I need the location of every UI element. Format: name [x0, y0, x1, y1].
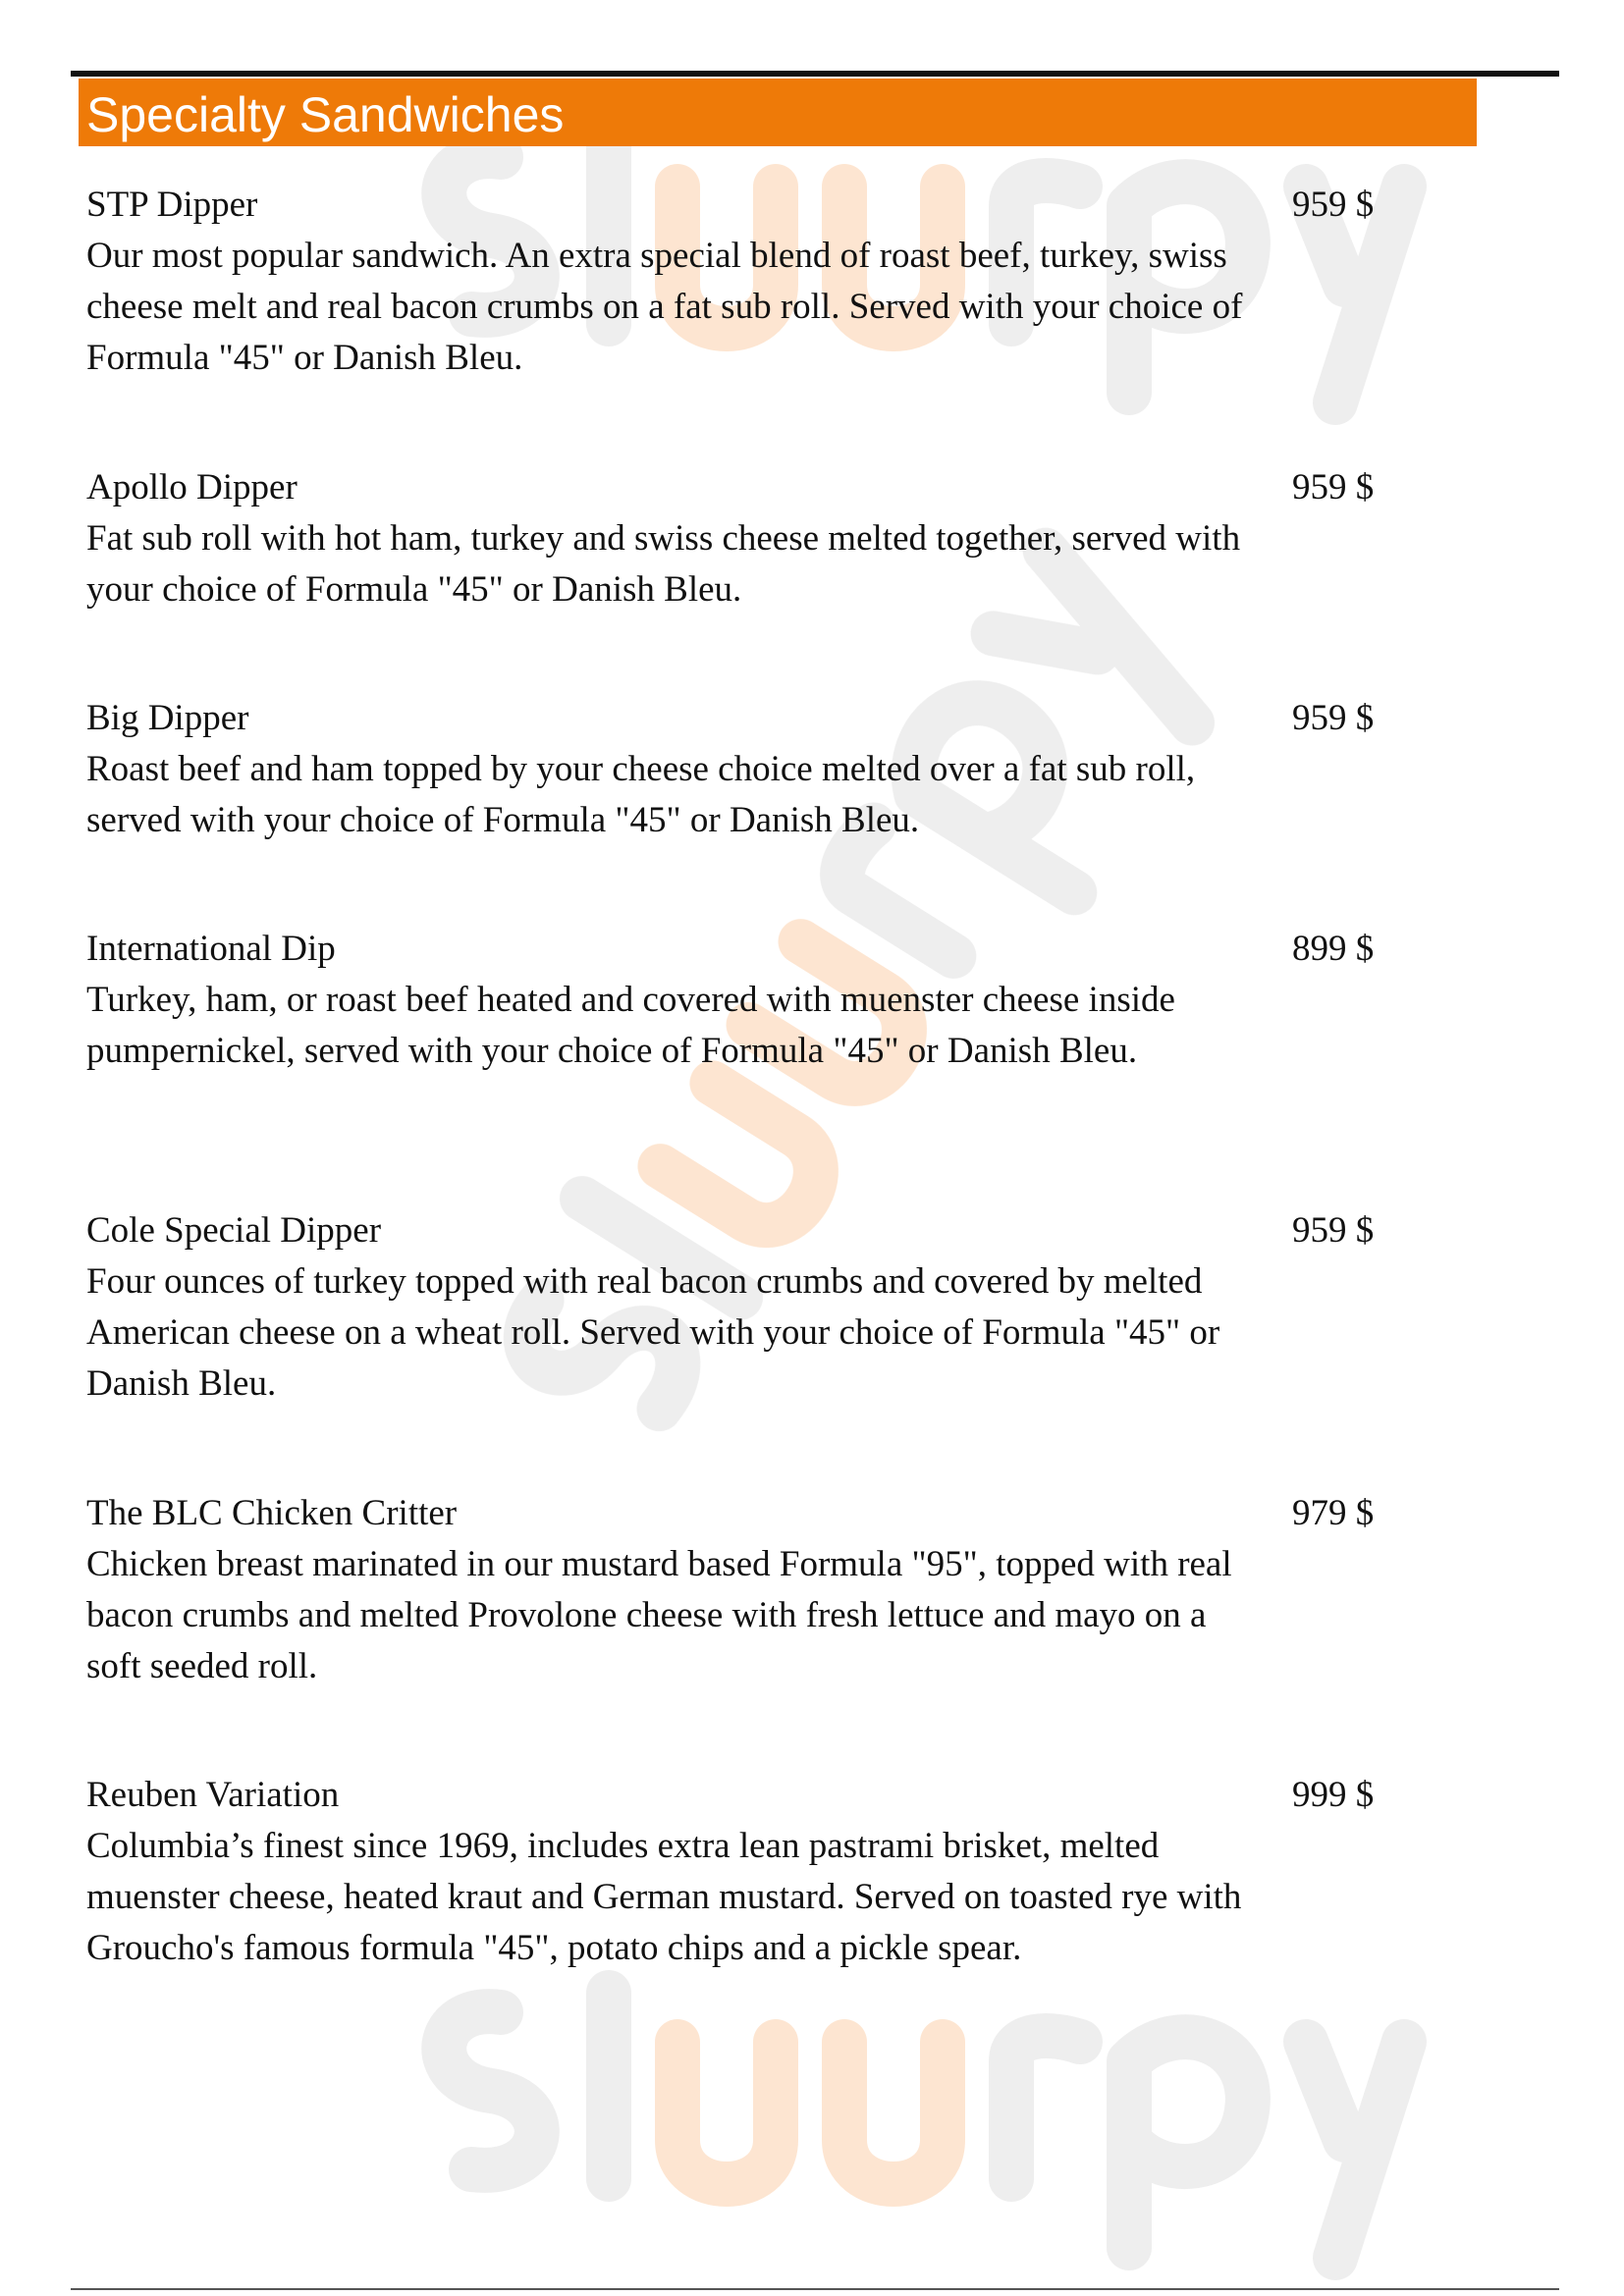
- menu-item-description: Roast beef and ham topped by your cheese choice melted over a fat sub roll, served with your choice of Formula "45" or Danish Bleu.: [86, 749, 1196, 840]
- menu-item-name: Apollo Dipper: [86, 467, 298, 507]
- menu-item: [86, 462, 1402, 615]
- section-header: [79, 79, 1477, 146]
- menu-item: [86, 1488, 1402, 1692]
- menu-item-price: 979 $: [1292, 1493, 1375, 1533]
- menu-item: [86, 693, 1402, 846]
- top-rule: [71, 71, 1559, 77]
- menu-item-description: Fat sub roll with hot ham, turkey and swiss cheese melted together, served with your choice of Formula "45" or Danish Bleu.: [86, 518, 1241, 610]
- menu-item-price: 959 $: [1292, 1210, 1375, 1251]
- menu-item-price: 959 $: [1292, 185, 1375, 225]
- menu-item-name: Big Dipper: [86, 698, 249, 738]
- menu-item: [86, 1205, 1402, 1410]
- menu-item-price: 959 $: [1292, 467, 1375, 507]
- menu-item-description: Columbia’s finest since 1969, includes extra lean pastrami brisket, melted muenster cheese, heated kraut and German mustard. Served on toasted rye with Groucho's famous formula "45", potato chips and a pickle spear.: [86, 1826, 1242, 1968]
- menu-item-name: International Dip: [86, 929, 336, 969]
- section-title: Specialty Sandwiches: [86, 86, 565, 142]
- menu-item-name: Reuben Variation: [86, 1775, 340, 1815]
- menu-item-name: The BLC Chicken Critter: [86, 1493, 458, 1533]
- menu-item-description: Turkey, ham, or roast beef heated and covered with muenster cheese inside pumpernickel, served with your choice of Formula "45" or Danish Bleu.: [86, 980, 1175, 1071]
- menu-item: [86, 1770, 1402, 1974]
- menu-item-name: Cole Special Dipper: [86, 1210, 382, 1251]
- menu-item-price: 899 $: [1292, 929, 1375, 969]
- menu-item-price: 999 $: [1292, 1775, 1375, 1815]
- menu-item: [86, 924, 1402, 1077]
- watermark-logo-bottom: [444, 1993, 1404, 2258]
- menu-item-price: 959 $: [1292, 698, 1375, 738]
- menu-item: [86, 180, 1402, 384]
- menu-item-description: Four ounces of turkey topped with real bacon crumbs and covered by melted American cheese on a wheat roll. Served with your choice of Formula "45" or Danish Bleu.: [86, 1261, 1220, 1404]
- menu-item-name: STP Dipper: [86, 185, 258, 225]
- menu-item-description: Chicken breast marinated in our mustard based Formula "95", topped with real bacon crumbs and melted Provolone cheese with fresh lettuce and mayo on a soft seeded roll.: [86, 1544, 1232, 1686]
- bottom-rule: [71, 2288, 1559, 2290]
- menu-item-description: Our most popular sandwich. An extra special blend of roast beef, turkey, swiss cheese melt and real bacon crumbs on a fat sub roll. Served with your choice of Formula "45" or Danish Bleu.: [86, 236, 1243, 378]
